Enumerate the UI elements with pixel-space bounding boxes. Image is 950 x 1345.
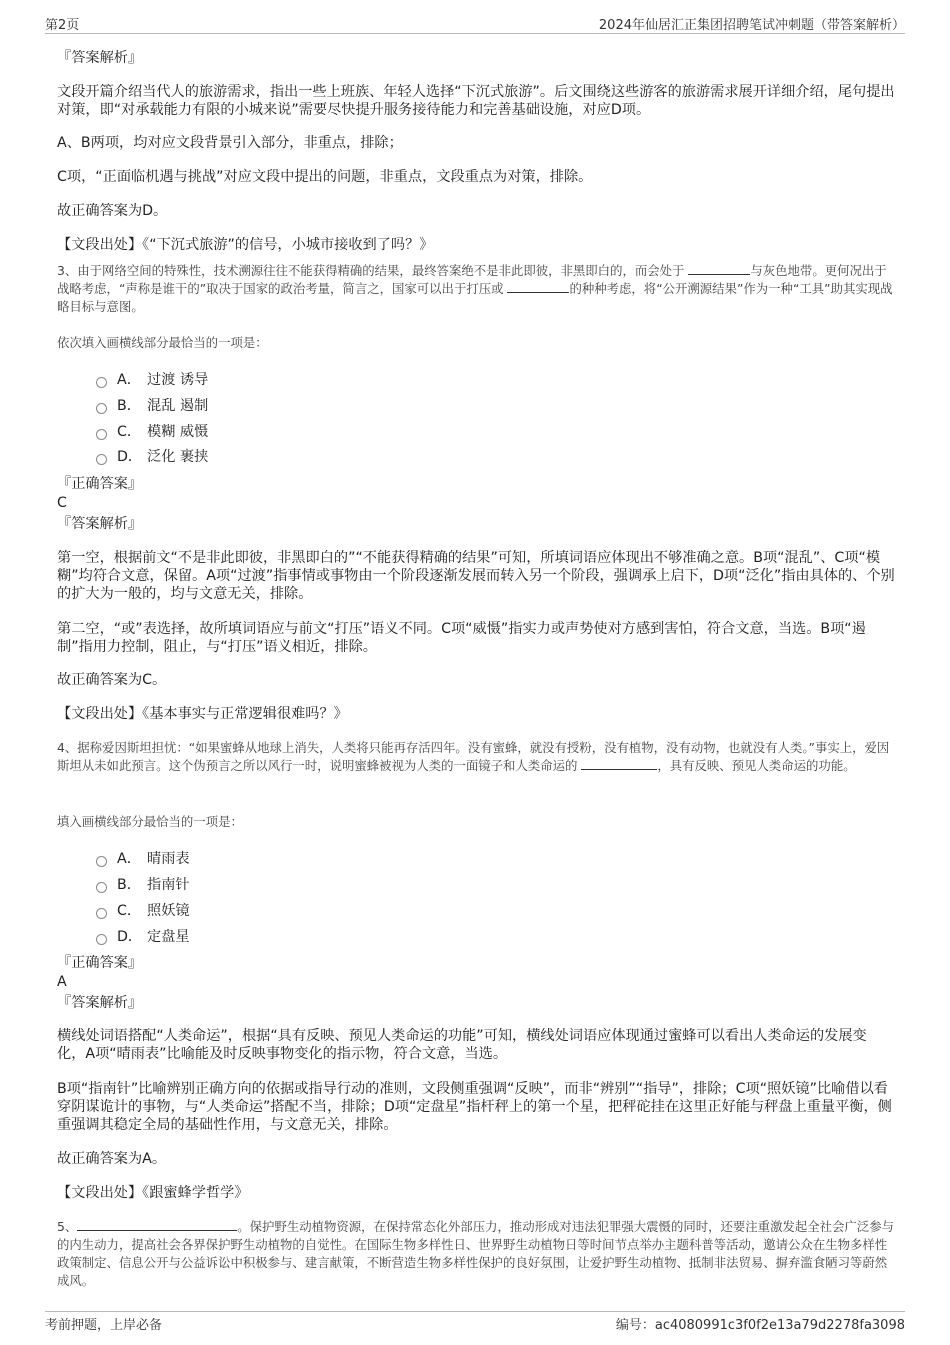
q4-analysis-p2: B项“指南针”比喻辨别正确方向的依据或指导行动的准则，文段侧重强调“反映”，而非“辨别”“指导”，排除；C项“照妖镜”比喻借以看穿阴谋诡计的事物，与“人类命运”搭配不当，排除；D项“定盘星”指杆秤上的第一个星，把秤砣挂在这里正好能与秤盘上重量平衡，侧重强调其稳定全局的基础性作用，与文意无关，排除。 [57, 1081, 892, 1133]
radio-icon[interactable] [96, 856, 107, 867]
document-code [616, 1314, 905, 1333]
q4-analysis-p3: 故正确答案为A。 [57, 1151, 167, 1167]
q2-analysis-p2: A、B两项，均对应文段背景引入部分，非重点，排除； [57, 135, 403, 151]
radio-icon[interactable] [96, 377, 107, 388]
q3-option-c[interactable] [96, 422, 208, 442]
q3-source: 【文段出处】《基本事实与正常逻辑很难吗？》 [57, 706, 348, 722]
option-key: B． [117, 398, 141, 414]
option-text: 泛化 裹挟 [147, 449, 209, 465]
option-key: D． [117, 449, 143, 465]
radio-icon[interactable] [96, 908, 107, 919]
footer-divider [45, 1311, 905, 1312]
q2-analysis-p1: 文段开篇介绍当代人的旅游需求，指出一些上班族、年轻人选择“下沉式旅游”。后文围绕这些游客的旅游需求展开详细介绍，尾句提出对策，即“对承载能力有限的小城来说”需要尽快提升服务接待能力和完善基础设施，对应D项。 [57, 84, 895, 118]
q3-analysis-p1: 第一空，根据前文“不是非此即彼，非黑即白的”“不能获得精确的结果”可知，所填词语应体现出不够准确之意。B项“混乱”、C项“模糊”均符合文意，保留。A项“过渡”指事情或事物由一个阶段逐渐发展而转入另一个阶段，强调承上启下，D项“泛化”指由具体的、个别的扩大为一般的，均与文意无关，排除。 [57, 550, 895, 602]
q4-option-c[interactable] [96, 901, 190, 921]
q5-stem [57, 1218, 895, 1290]
q3-analysis-title: 『答案解析』 [57, 516, 143, 532]
option-text: 定盘星 [147, 929, 190, 945]
radio-icon[interactable] [96, 403, 107, 414]
q3-stem [57, 262, 895, 316]
document-code-label: 编号： [615, 1318, 655, 1333]
option-key: B． [117, 877, 141, 893]
radio-icon[interactable] [96, 429, 107, 440]
q3-option-a[interactable] [96, 370, 208, 390]
q4-analysis-p1: 横线处词语搭配“人类命运”，根据“具有反映、预见人类命运的功能”可知，横线处词语应体现通过蜜蜂可以看出人类命运的发展变化，A项“晴雨表”比喻能及时反映事物变化的指示物，符合文意，当选。 [57, 1028, 867, 1062]
document-title: 2024年仙居汇正集团招聘笔试冲刺题（带答案解析） [598, 18, 905, 33]
radio-icon[interactable] [96, 882, 107, 893]
q3-option-d[interactable] [96, 447, 208, 467]
option-text: 模糊 威慑 [147, 424, 209, 440]
document-code-value: ac4080991c3f0f2e13a79d2278fa3098 [654, 1318, 905, 1333]
radio-icon[interactable] [96, 934, 107, 945]
q4-blank [581, 757, 657, 770]
q4-source: 【文段出处】《跟蜜蜂学哲学》 [57, 1185, 249, 1201]
q2-analysis-p4: 故正确答案为D。 [57, 203, 168, 219]
option-text: 指南针 [147, 877, 190, 893]
option-key: C． [117, 903, 142, 919]
q3-option-b[interactable] [96, 396, 208, 416]
q3-answer-title: 『正确答案』 [57, 476, 143, 492]
q3-stem-part1: 3、由于网络空间的特殊性，技术溯源往往不能获得精确的结果，最终答案绝不是非此即彼，非黑即白的，而会处于 [57, 263, 685, 278]
option-key: A． [117, 851, 141, 867]
q3-blank-1 [688, 262, 750, 275]
q4-stem-part1: 4、据称爱因斯坦担忧：“如果蜜蜂从地球上消失，人类将只能再存活四年。没有蜜蜂，就没有授粉，没有植物，没有动物，也就没有人类。”事实上，爱因斯坦从未如此预言。这个伪预言之所以风行一时，说明蜜蜂被视为人类的一面镜子和人类命运的 [57, 740, 890, 773]
q3-prompt: 依次填入画横线部分最恰当的一项是： [57, 335, 268, 350]
option-key: C． [117, 424, 142, 440]
option-text: 混乱 遏制 [147, 398, 209, 414]
footer-slogan: 考前押题，上岸必备 [45, 1318, 163, 1333]
q5-blank [77, 1218, 237, 1231]
option-text: 照妖镜 [147, 903, 190, 919]
q3-blank-2 [507, 280, 569, 293]
q2-source: 【文段出处】《“下沉式旅游”的信号，小城市接收到了吗？》 [57, 237, 434, 253]
q4-option-b[interactable] [96, 875, 190, 895]
option-key: D． [117, 929, 143, 945]
q3-answer: C [57, 495, 67, 511]
option-text: 过渡 诱导 [147, 372, 209, 388]
q3-analysis-p3: 故正确答案为C。 [57, 672, 167, 688]
option-text: 晴雨表 [147, 851, 190, 867]
q4-option-d[interactable] [96, 927, 190, 947]
q3-analysis-p2: 第二空，“或”表选择，故所填词语应与前文“打压”语义不同。C项“威慑”指实力或声势使对方感到害怕，符合文意，当选。B项“遏制”指用力控制，阻止，与“打压”语义相近，排除。 [57, 621, 866, 655]
radio-icon[interactable] [96, 454, 107, 465]
q4-option-a[interactable] [96, 849, 190, 869]
q3-stem-part2: 与灰色地带。更何况出于战略考虑，“声称是谁干的”取决于国家的政治考量，简言之，国家可以出于打压或 [57, 263, 887, 296]
q4-answer: A [57, 974, 67, 990]
header-divider [45, 33, 905, 34]
q2-analysis-title: 『答案解析』 [57, 50, 143, 66]
q4-stem [57, 739, 895, 775]
option-key: A． [117, 372, 141, 388]
q4-prompt: 填入画横线部分最恰当的一项是： [57, 814, 243, 829]
q3-stem-part3: 的种种考虑，将“公开溯源结果”作为一种“工具”助其实现战略目标与意图。 [57, 281, 893, 314]
q4-analysis-title: 『答案解析』 [57, 995, 143, 1011]
q4-answer-title: 『正确答案』 [57, 955, 143, 971]
q5-stem-part2: 。保护野生动植物资源，在保持常态化外部压力，推动形成对违法犯罪强大震慑的同时，还要注重激发起全社会广泛参与的内生动力，提高社会各界保护野生动植物的自觉性。在国际生物多样性日、世界野生动植物日等时间节点举办主题科普等活动，邀请公众在生物多样性政策制定、信息公开与公益诉讼中积极参与、建言献策，不断营造生物多样性保护的良好氛围，让爱护野生动植物、抵制非法贸易、摒弃滥食陋习等蔚然成风。 [57, 1219, 894, 1288]
q4-stem-part2: ，具有反映、预见人类命运的功能。 [657, 758, 856, 773]
page-number: 第2页 [45, 18, 80, 33]
q5-stem-part1: 5、 [57, 1219, 78, 1234]
q2-analysis-p3: C项，“正面临机遇与挑战”对应文段中提出的问题，非重点，文段重点为对策，排除。 [57, 169, 593, 185]
